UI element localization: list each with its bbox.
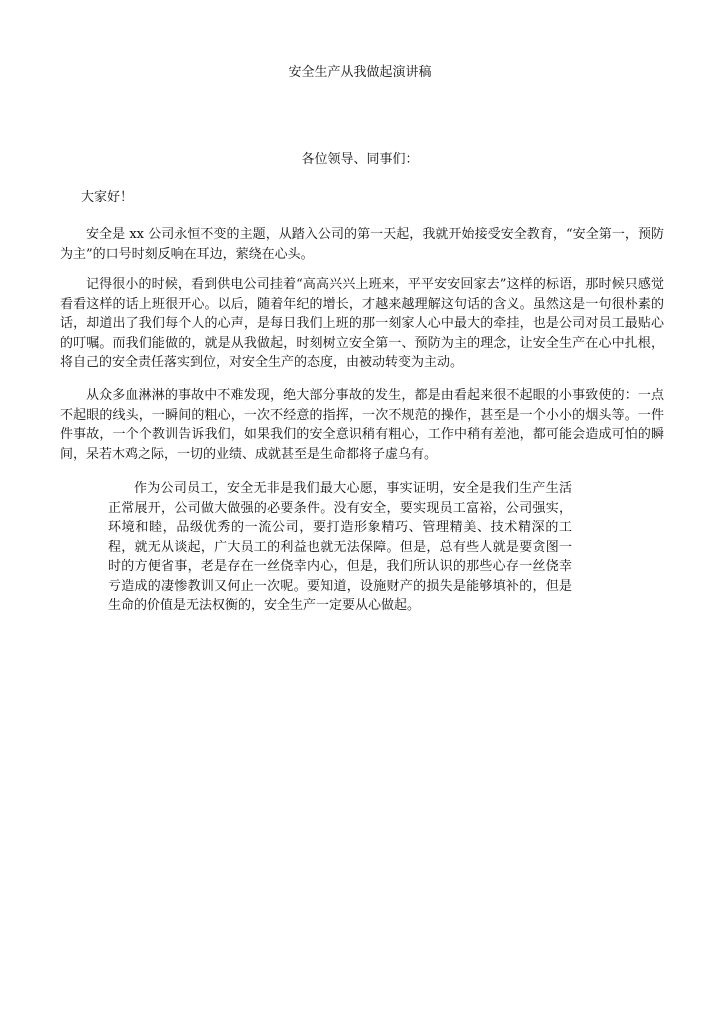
paragraph-childhood-memory: 记得很小的时候，看到供电公司挂着“高高兴兴上班来，平平安安回家去”这样的标语，那时候只感觉看看这样的话上班很开心。以后，随着年纪的增长，才越来越理解这句话的含义。虽然这是一句很朴素的话，却道出了我们每个人的心声，是每日我们上班的那一刻家人心中最大的牵挂，也是公司对员工最贴心的叮嘱。而我们能做的，就是从我做起，时刻树立安全第一、预防为主的理念，让安全生产在心中扎根，将自己的安全责任落实到位，对安全生产的态度，由被动转变为主动。 bbox=[60, 277, 664, 370]
greeting: 大家好！ bbox=[81, 190, 134, 205]
paragraph-employee-responsibility: 作为公司员工，安全无非是我们最大心愿，事实证明，安全是我们生产生活正常展开，公司做大做强的必要条件。没有安全，要实现员工富裕，公司强实，环境和睦，品级优秀的一流公司，要打造形象精巧、管理精美、技术精深的工程，就无从谈起，广大员工的利益也就无法保障。但是，总有些人就是要贪图一时的方便省事，老是存在一丝侥幸内心，但是，我们所认识的那些心存一丝侥幸亏造成的凄惨教训又何止一次呢。要知道，设施财产的损失是能够填补的，但是生命的价值是无法权衡的，安全生产一定要从心做起。 bbox=[108, 481, 572, 613]
paragraph-safety-theme: 安全是 xx 公司永恒不变的主题，从踏入公司的第一天起，我就开始接受安全教育，“安全第一，预防为主”的口号时刻反响在耳边，萦绕在心头。 bbox=[60, 227, 664, 262]
paragraph-accident-lessons: 从众多血淋淋的事故中不难发现，绝大部分事故的发生，都是由看起来很不起眼的小事致使的：一点不起眼的线头，一瞬间的粗心，一次不经意的指挥，一次不规范的操作，甚至是一个小小的烟头等。一件件事故，一个个教训告诉我们，如果我们的安全意识稍有粗心，工作中稍有差池，都可能会造成可怕的瞬间，呆若木鸡之际，一切的业绩、成就甚至是生命都将子虚乌有。 bbox=[60, 388, 664, 462]
document-title: 安全生产从我做起演讲稿 bbox=[288, 65, 432, 80]
salutation: 各位领导、同事们： bbox=[301, 152, 419, 167]
